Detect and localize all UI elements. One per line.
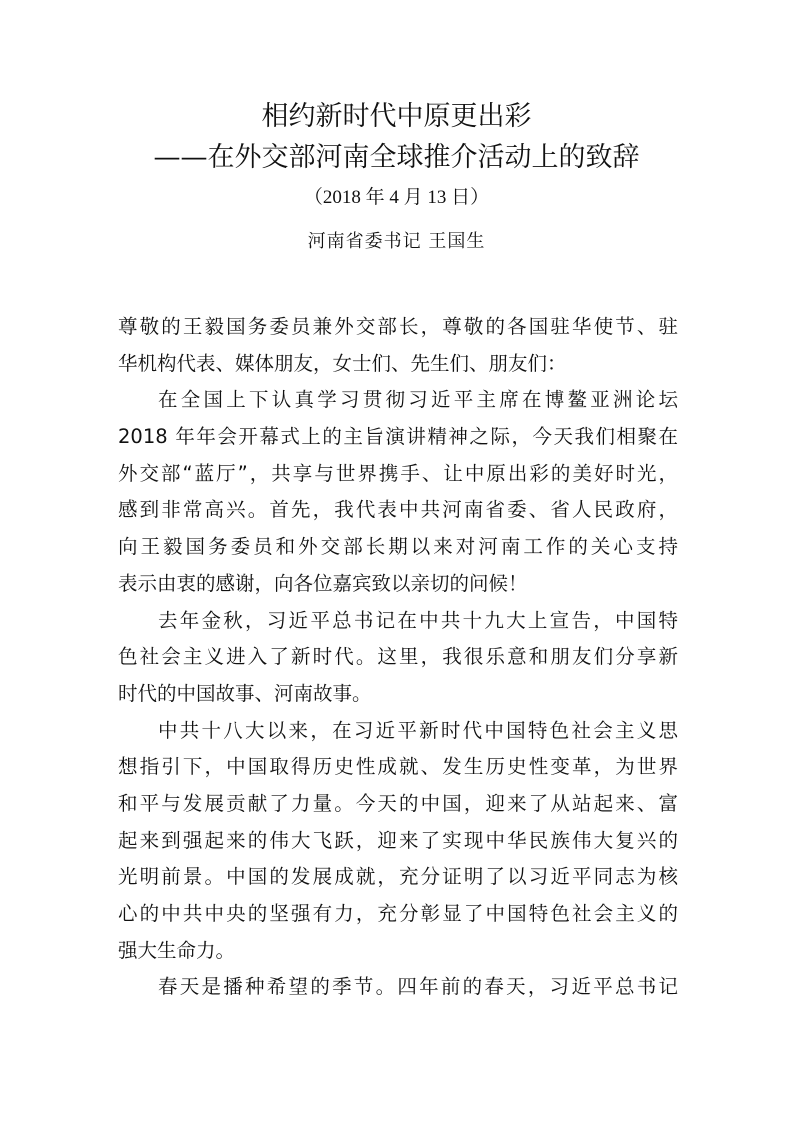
body-line: 表示由衷的感谢，向各位嘉宾致以亲切的问候！ [118,571,528,595]
body-line: 向王毅国务委员和外交部长期以来对河南工作的关心支持 [118,535,678,559]
body-line: 春天是播种希望的季节。四年前的春天，习近平总书记 [158,975,678,999]
body-line: 想指引下，中国取得历史性成就、发生历史性变革，为世界 [118,755,678,779]
body-line: 心的中共中央的坚强有力，充分彰显了中国特色社会主义的 [118,902,678,925]
speech-author: 河南省委书记 王国生 [307,231,486,252]
body-line: 中共十八大以来，在习近平新时代中国特色社会主义思 [158,718,678,742]
body-line: 色社会主义进入了新时代。这里，我很乐意和朋友们分享新 [118,645,678,669]
body-line: 感到非常高兴。首先，我代表中共河南省委、省人民政府， [118,498,678,522]
body-line: 2018 年年会开幕式上的主旨演讲精神之际，今天我们相聚在 [118,425,678,449]
body-line: 强大生命力。 [118,938,236,962]
body-line: 和平与发展贡献了力量。今天的中国，迎来了从站起来、富 [118,791,678,815]
speech-date: （2018 年 4 月 13 日） [303,187,490,208]
body-line: 时代的中国故事、河南故事。 [118,681,372,705]
title-line-2: ——在外交部河南全球推介活动上的致辞 [153,142,640,173]
body-line: 起来到强起来的伟大飞跃，迎来了实现中华民族伟大复兴的 [118,828,678,852]
body-line: 华机构代表、媒体朋友，女士们、先生们、朋友们： [118,351,567,375]
body-line: 去年金秋，习近平总书记在中共十九大上宣告，中国特 [158,608,678,632]
body-line: 尊敬的王毅国务委员兼外交部长，尊敬的各国驻华使节、驻 [118,315,678,338]
body-line: 外交部“蓝厅”，共享与世界携手、让中原出彩的美好时光， [118,461,678,485]
speech-body [118,309,678,1006]
title-line-1: 相约新时代中原更出彩 [261,101,532,132]
body-line: 光明前景。中国的发展成就，充分证明了以习近平同志为核 [118,865,678,889]
body-line: 在全国上下认真学习贯彻习近平主席在博鳌亚洲论坛 [158,388,678,412]
